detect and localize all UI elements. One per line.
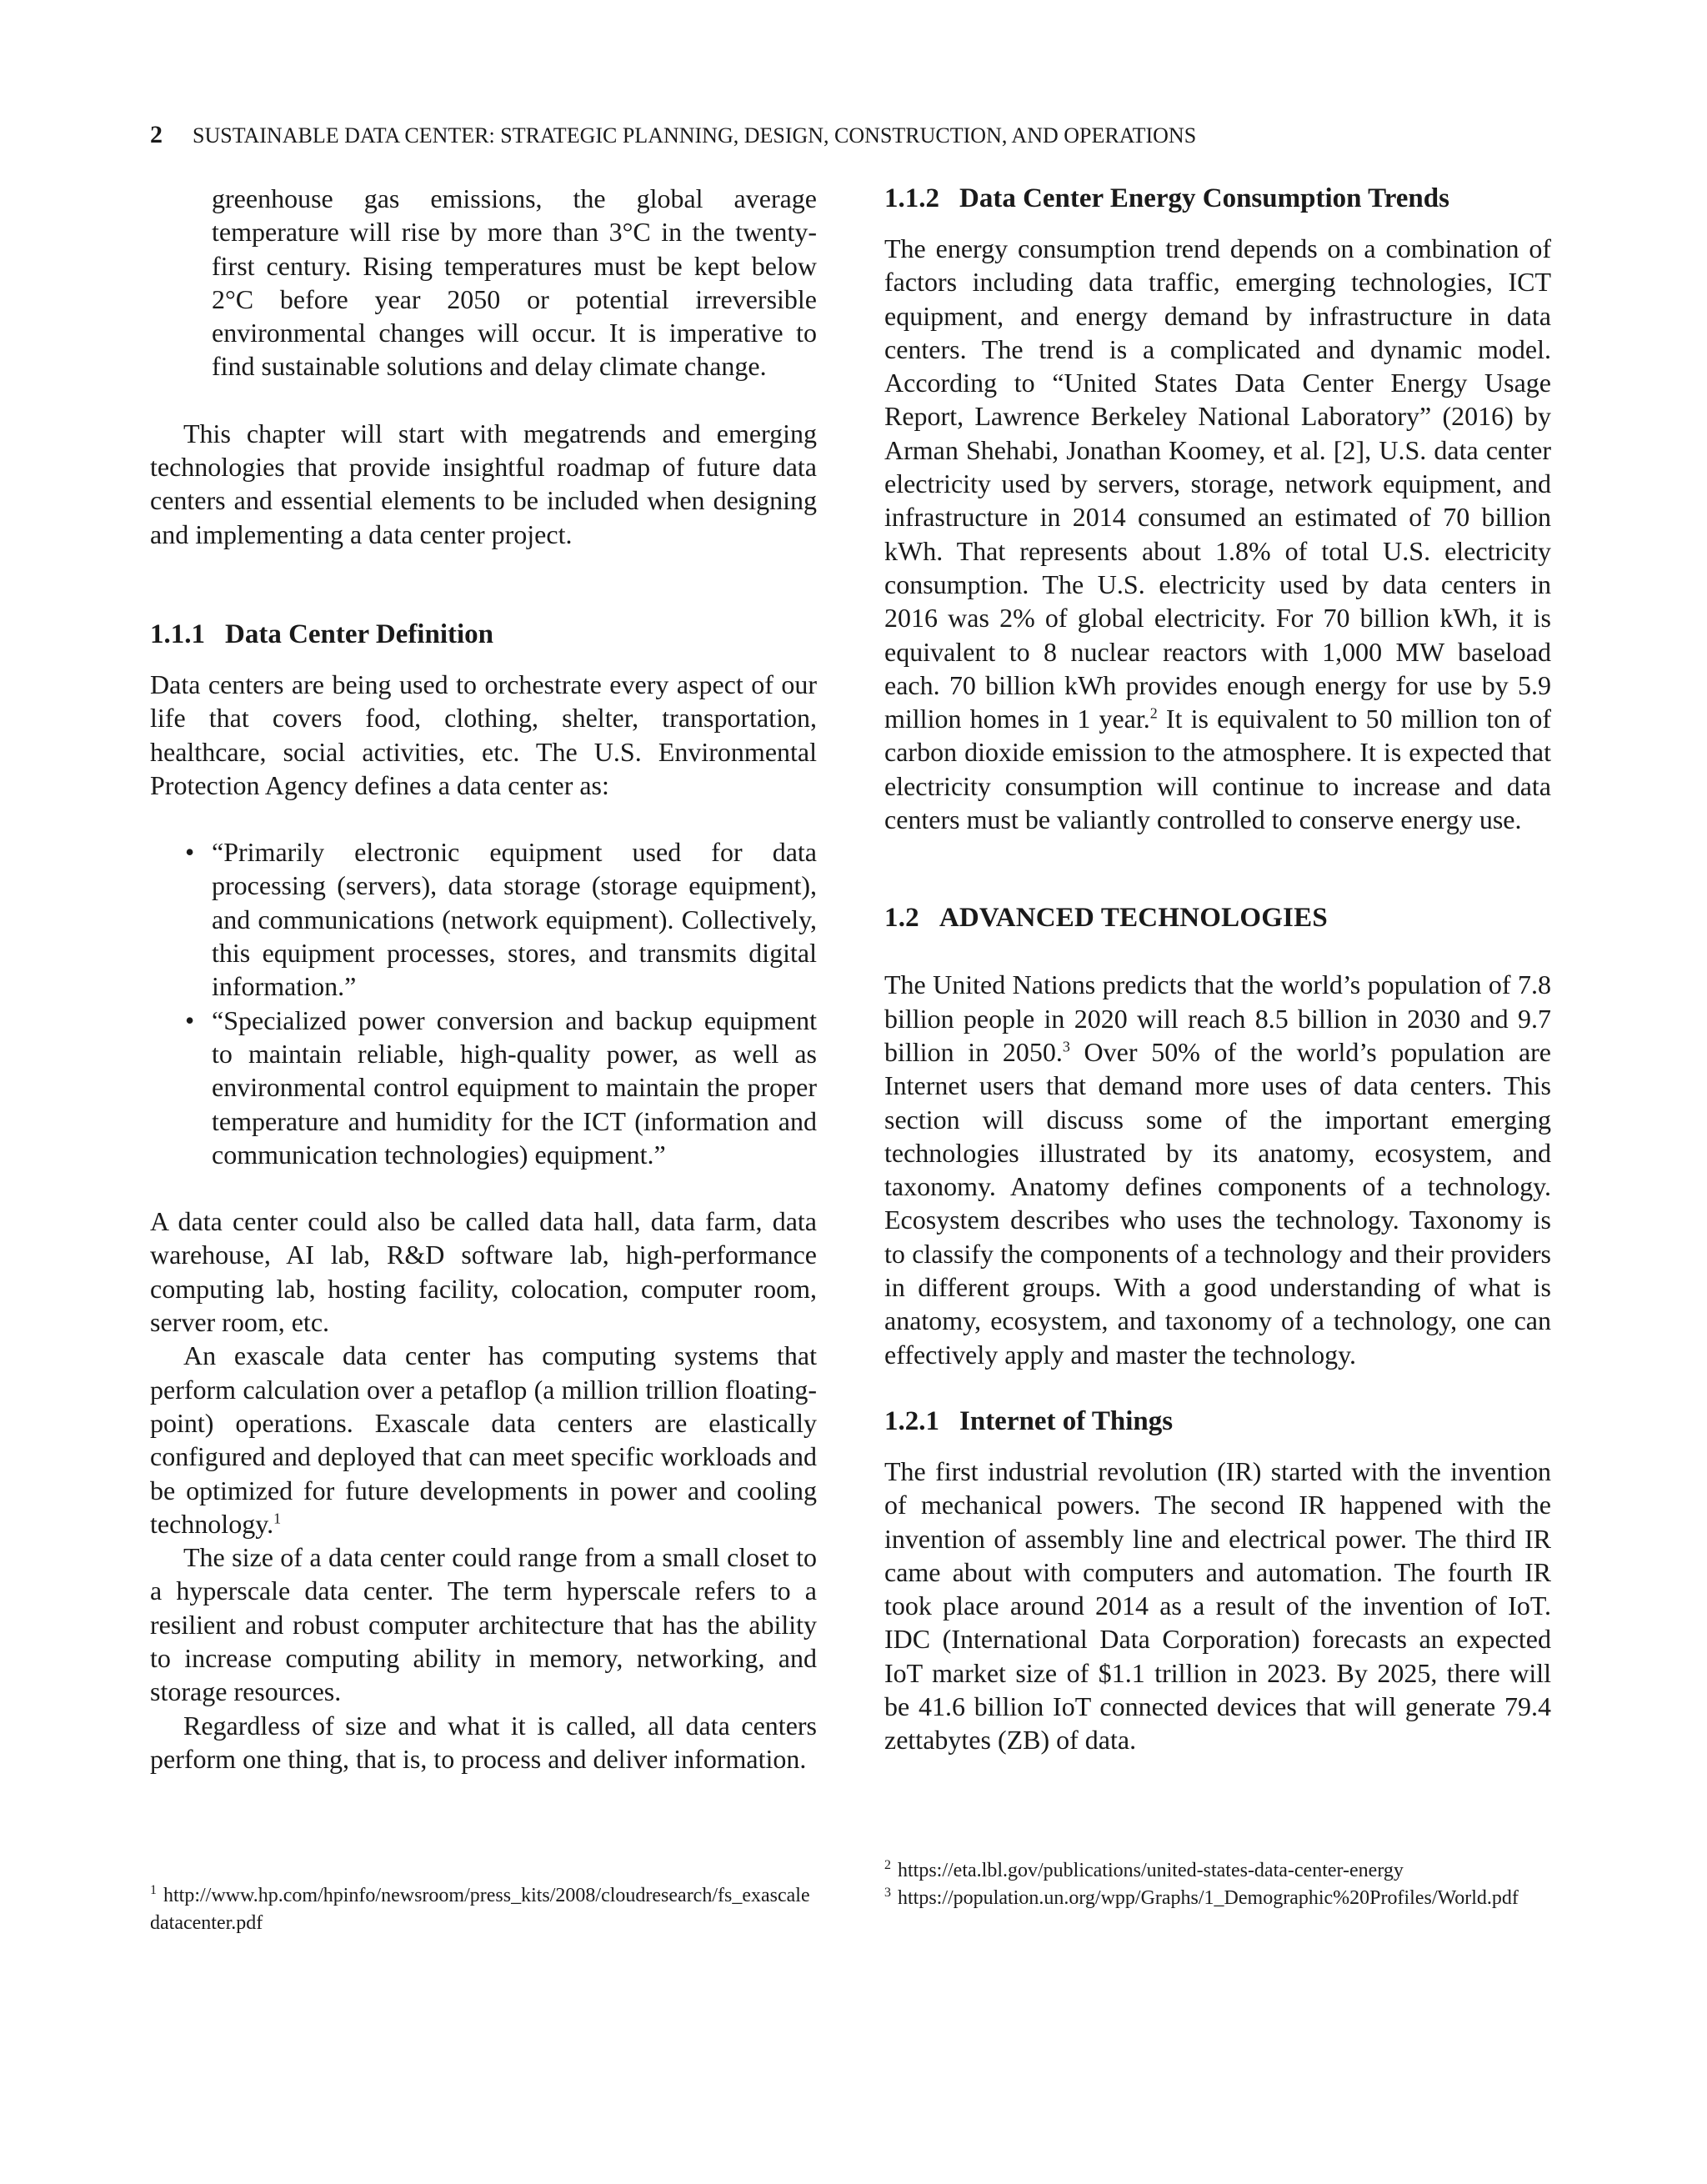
iot-paragraph: The first industrial revolution (IR) started with the invention of mechanical powers. The second IR happened with the invention of assembly line and electrical power. The third IR came about with computers and automation. The fourth IR took place around 2014 as a result of the invention of IoT. IDC (International Data Corporation) forecasts an expected IoT market size of $1.1 trillion in 2023. By 2025, there will be 41.6 billion IoT connected devices that will generate 79.4 zettabytes (ZB) of data.: [884, 1455, 1551, 1756]
footnote-3: $^3$ https://population.un.org/wpp/Graphs/1_Demographic%20Profiles/World.pdf: [884, 1886, 1519, 1909]
advanced-tech-paragraph: The United Nations predicts that the world’s population of 7.8 billion people in 2020 will reach 8.5 billion in 2030 and 9.7 billion in 2050.$^3$ Over 50% of the world’s population are Internet users that demand more uses of data centers. This section will discuss some of the important emerging technologies illustrated by its anatomy, ecosystem, and taxonomy. Anatomy defines components of a technology. Ecosystem describes who uses the technology. Taxonomy is to classify the components of a technology and their providers in different groups. With a good understanding of what is anatomy, ecosystem, and taxonomy of a technology, one can effectively apply and master the technology.: [884, 969, 1552, 1370]
list-item: • “Specialized power conversion and backup equipment to maintain reliable, high-quality power, as well as environmental control equipment to maintain the proper temperature and humidity for the ICT (information and communication technologies) equipment.”: [185, 1004, 817, 1170]
section-heading-1-1-1: 1.1.1 Data Center Definition: [150, 619, 494, 649]
page-number: 2: [150, 121, 163, 148]
bullet-icon: •: [185, 837, 195, 868]
footnote-2: $^2$ https://eta.lbl.gov/publications/united-states-data-center-energy: [884, 1858, 1404, 1881]
definition-list: [150, 835, 817, 1171]
footnote-mark: 1: [150, 1883, 157, 1897]
bullet-icon: •: [185, 1004, 195, 1035]
running-header: [150, 122, 1567, 149]
footnote-url: http://www.hp.com/hpinfo/newsroom/press_kits/2008/cloudresearch/fs_exascaledatacenter.pdf: [150, 1885, 810, 1934]
section-heading-1-1-2: 1.1.2 Data Center Energy Consumption Trends: [884, 183, 1449, 213]
footnote-ref: 2: [1149, 704, 1158, 722]
footnote-1: [150, 1882, 817, 1937]
aliases-paragraph: A data center could also be called data hall, data farm, data warehouse, AI lab, R&D software lab, high-performance computing lab, hosting facility, colocation, computer room, server room, etc.: [150, 1206, 817, 1338]
quote-continuation: greenhouse gas emissions, the global average temperature will rise by more than 3°C in the twenty-first century. Rising temperatures must be kept below 2°C before year 2050 or potential irreversible environmental changes will occur. It is imperative to find sustainable solutions and delay climate change.: [212, 183, 817, 382]
right-column: [884, 182, 1551, 1757]
size-paragraph: The size of a data center could range from a small closet to a hyperscale data center. The term hyperscale refers to a resilient and robust computer architecture that has the ability to increase computing ability in memory, networking, and storage resources.: [150, 1542, 817, 1707]
exascale-paragraph: An exascale data center has computing systems that perform calculation over a petaflop (a million trillion floating-point) operations. Exascale data centers are elastically configured and deployed that can meet specific workloads and be optimized for future developments in power and cooling technology.$^1$: [150, 1340, 817, 1539]
regardless-paragraph: Regardless of size and what it is called, all data centers perform one thing, that is, to process and deliver information.: [150, 1710, 817, 1774]
footnote-ref: 3: [1062, 1038, 1070, 1055]
intro-paragraph: This chapter will start with megatrends and emerging technologies that provide insightful roadmap of future data centers and essential elements to be included when designing and implementing a data center project.: [150, 418, 817, 549]
energy-paragraph: The energy consumption trend depends on a combination of factors including data traffic, emerging technologies, ICT equipment, and energy demand by infrastructure in data centers. The trend is a complicated and dynamic model. According to “United States Data Center Energy Usage Report, Lawrence Berkeley National Laboratory” (2016) by Arman Shehabi, Jonathan Koomey, et al. [2], U.S. data center electricity used by servers, storage, network equipment, and infrastructure in 2014 consumed an estimated of 70 billion kWh. That represents about 1.8% of total U.S. electricity consumption. The U.S. electricity used by data centers in 2016 was 2% of global electricity. For 70 billion kWh, it is equivalent to 8 nuclear reactors with 1,000 MW baseload each. 70 billion kWh provides enough energy for use by 5.9 million homes in 1 year.$^2$ It is equivalent to 50 million ton of carbon dioxide emission to the atmosphere. It is expected that electricity consumption will continue to increase and data centers must be valiantly controlled to conserve energy use.: [884, 233, 1552, 835]
footnotes-right: [884, 1857, 1551, 1912]
list-item: • “Primarily electronic equipment used for data processing (servers), data storage (storage equipment), and communications (network equipment). Collectively, this equipment processes, stores, and transmits digital information.”: [185, 837, 817, 1002]
section-heading-1-2-1: 1.2.1 Internet of Things: [884, 1405, 1174, 1436]
definition-paragraph: Data centers are being used to orchestrate every aspect of our life that covers food, clothing, shelter, transportation, healthcare, social activities, etc. The U.S. Environmental Protection Agency defines a data center as:: [150, 669, 817, 800]
running-title: SUSTAINABLE DATA CENTER: STRATEGIC PLANNING, DESIGN, CONSTRUCTION, AND OPERATIONS: [193, 123, 1197, 148]
left-column: [150, 182, 817, 1776]
section-heading-1-2: 1.2 ADVANCED TECHNOLOGIES: [884, 903, 1328, 934]
footnote-ref: 1: [273, 1510, 282, 1527]
